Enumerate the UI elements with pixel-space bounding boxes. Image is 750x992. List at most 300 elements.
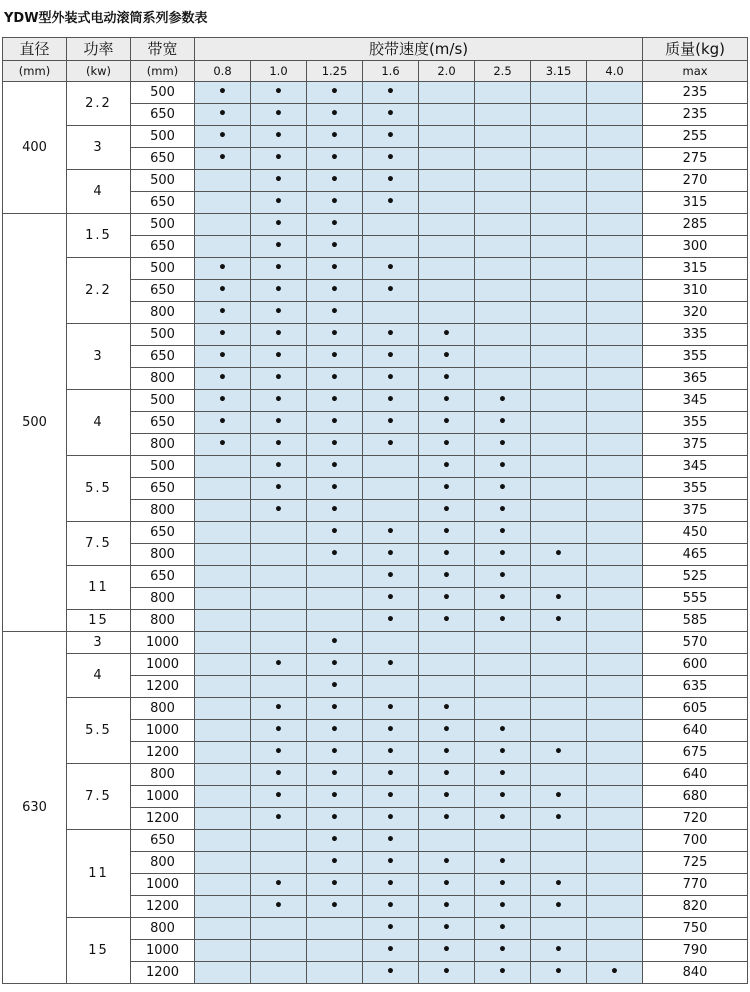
cell-speed: [195, 522, 251, 544]
cell-power: 1.5: [67, 214, 131, 258]
cell-speed: [363, 500, 419, 522]
cell-width: 650: [131, 104, 195, 126]
cell-width: 650: [131, 522, 195, 544]
cell-diameter: 500: [3, 214, 67, 632]
dot-icon: •: [386, 524, 395, 540]
dot-icon: •: [554, 744, 563, 760]
cell-width: 1200: [131, 808, 195, 830]
cell-speed: [363, 148, 419, 170]
cell-speed: [587, 632, 643, 654]
dot-icon: •: [386, 656, 395, 672]
cell-speed: [195, 654, 251, 676]
cell-speed: [419, 368, 475, 390]
dot-icon: •: [498, 920, 507, 936]
cell-width: 500: [131, 214, 195, 236]
cell-speed: [195, 610, 251, 632]
dot-icon: •: [442, 370, 451, 386]
cell-mass: 640: [643, 720, 748, 742]
header-power: 功率: [67, 38, 131, 61]
cell-power: 11: [67, 830, 131, 918]
dot-icon: •: [386, 964, 395, 980]
cell-speed: [307, 236, 363, 258]
cell-speed: [531, 324, 587, 346]
dot-icon: •: [330, 260, 339, 276]
dot-icon: •: [274, 238, 283, 254]
cell-speed: [587, 192, 643, 214]
cell-speed: [363, 522, 419, 544]
cell-speed: [307, 346, 363, 368]
dot-icon: •: [498, 788, 507, 804]
cell-speed: [251, 280, 307, 302]
dot-icon: •: [442, 876, 451, 892]
dot-icon: •: [274, 876, 283, 892]
dot-icon: •: [330, 480, 339, 496]
cell-speed: [251, 698, 307, 720]
table-row: [3, 522, 748, 544]
cell-width: 800: [131, 610, 195, 632]
cell-speed: [475, 390, 531, 412]
cell-speed: [251, 654, 307, 676]
cell-mass: 635: [643, 676, 748, 698]
cell-speed: [531, 874, 587, 896]
cell-speed: [587, 940, 643, 962]
cell-mass: 790: [643, 940, 748, 962]
cell-speed: [195, 852, 251, 874]
cell-width: 1000: [131, 654, 195, 676]
cell-speed: [587, 764, 643, 786]
dot-icon: •: [386, 590, 395, 606]
cell-mass: 525: [643, 566, 748, 588]
dot-icon: •: [330, 216, 339, 232]
dot-icon: •: [386, 766, 395, 782]
cell-speed: [419, 126, 475, 148]
cell-speed: [587, 808, 643, 830]
dot-icon: •: [274, 370, 283, 386]
cell-speed: [363, 478, 419, 500]
dot-icon: •: [274, 106, 283, 122]
cell-speed: [475, 346, 531, 368]
dot-icon: •: [330, 898, 339, 914]
cell-speed: [419, 82, 475, 104]
dot-icon: •: [274, 194, 283, 210]
cell-mass: 600: [643, 654, 748, 676]
dot-icon: •: [386, 546, 395, 562]
cell-speed: [251, 830, 307, 852]
cell-speed: [251, 522, 307, 544]
cell-speed: [195, 478, 251, 500]
table-row: [3, 610, 748, 632]
cell-speed: [531, 918, 587, 940]
cell-speed: [195, 874, 251, 896]
cell-speed: [475, 632, 531, 654]
cell-speed: [419, 324, 475, 346]
dot-icon: •: [274, 480, 283, 496]
dot-icon: •: [386, 744, 395, 760]
dot-icon: •: [330, 370, 339, 386]
cell-mass: 820: [643, 896, 748, 918]
cell-width: 1200: [131, 962, 195, 984]
cell-speed: [363, 852, 419, 874]
cell-speed: [419, 544, 475, 566]
cell-speed: [251, 874, 307, 896]
cell-speed: [195, 148, 251, 170]
cell-speed: [587, 962, 643, 984]
cell-speed: [307, 214, 363, 236]
dot-icon: •: [498, 480, 507, 496]
cell-width: 1000: [131, 874, 195, 896]
cell-speed: [587, 676, 643, 698]
cell-width: 1000: [131, 786, 195, 808]
cell-speed: [307, 654, 363, 676]
cell-speed: [307, 830, 363, 852]
cell-speed: [531, 192, 587, 214]
cell-speed: [195, 368, 251, 390]
cell-speed: [419, 874, 475, 896]
dot-icon: •: [218, 348, 227, 364]
header-diameter: 直径: [3, 38, 67, 61]
cell-speed: [307, 390, 363, 412]
cell-speed: [195, 236, 251, 258]
cell-speed: [419, 390, 475, 412]
cell-speed: [419, 258, 475, 280]
cell-width: 500: [131, 324, 195, 346]
dot-icon: •: [442, 546, 451, 562]
cell-mass: 720: [643, 808, 748, 830]
cell-speed: [531, 214, 587, 236]
cell-speed: [475, 522, 531, 544]
cell-speed: [195, 786, 251, 808]
cell-width: 800: [131, 434, 195, 456]
dot-icon: •: [330, 238, 339, 254]
dot-icon: •: [274, 788, 283, 804]
cell-mass: 315: [643, 258, 748, 280]
cell-speed: [251, 566, 307, 588]
dot-icon: •: [274, 436, 283, 452]
cell-mass: 770: [643, 874, 748, 896]
cell-speed: [251, 742, 307, 764]
cell-speed: [531, 170, 587, 192]
cell-mass: 750: [643, 918, 748, 940]
dot-icon: •: [386, 326, 395, 342]
cell-speed: [195, 214, 251, 236]
dot-icon: •: [442, 436, 451, 452]
cell-width: 1200: [131, 742, 195, 764]
cell-speed: [363, 302, 419, 324]
cell-mass: 465: [643, 544, 748, 566]
cell-mass: 375: [643, 500, 748, 522]
dot-icon: •: [274, 216, 283, 232]
cell-speed: [587, 104, 643, 126]
cell-speed: [587, 412, 643, 434]
dot-icon: •: [330, 436, 339, 452]
cell-width: 800: [131, 852, 195, 874]
cell-speed: [419, 918, 475, 940]
table-header: [3, 38, 748, 82]
cell-speed: [363, 346, 419, 368]
cell-speed: [195, 808, 251, 830]
cell-speed: [307, 720, 363, 742]
dot-icon: •: [330, 304, 339, 320]
cell-speed: [587, 522, 643, 544]
cell-speed: [251, 720, 307, 742]
cell-width: 500: [131, 126, 195, 148]
header-speed-2-5: 2.5: [475, 61, 531, 82]
cell-mass: 310: [643, 280, 748, 302]
cell-speed: [587, 874, 643, 896]
dot-icon: •: [330, 722, 339, 738]
cell-speed: [587, 346, 643, 368]
cell-width: 500: [131, 170, 195, 192]
table-row: [3, 214, 748, 236]
dot-icon: •: [442, 392, 451, 408]
cell-mass: 375: [643, 434, 748, 456]
dot-icon: •: [386, 260, 395, 276]
cell-speed: [475, 170, 531, 192]
dot-icon: •: [442, 568, 451, 584]
cell-speed: [587, 390, 643, 412]
dot-icon: •: [386, 128, 395, 144]
cell-speed: [307, 764, 363, 786]
table-row: [3, 566, 748, 588]
cell-speed: [363, 698, 419, 720]
cell-speed: [419, 676, 475, 698]
cell-mass: 725: [643, 852, 748, 874]
cell-speed: [251, 214, 307, 236]
cell-speed: [475, 720, 531, 742]
dot-icon: •: [554, 942, 563, 958]
cell-power: 7.5: [67, 764, 131, 830]
table-row: [3, 654, 748, 676]
cell-speed: [475, 126, 531, 148]
cell-speed: [307, 324, 363, 346]
cell-speed: [363, 830, 419, 852]
table-row: [3, 324, 748, 346]
cell-speed: [363, 940, 419, 962]
cell-speed: [195, 280, 251, 302]
dot-icon: •: [386, 348, 395, 364]
header-speed-4-0: 4.0: [587, 61, 643, 82]
cell-speed: [419, 720, 475, 742]
cell-mass: 450: [643, 522, 748, 544]
dot-icon: •: [330, 524, 339, 540]
dot-icon: •: [498, 964, 507, 980]
cell-speed: [195, 192, 251, 214]
dot-icon: •: [554, 590, 563, 606]
cell-width: 500: [131, 82, 195, 104]
cell-speed: [587, 588, 643, 610]
cell-diameter: 400: [3, 82, 67, 214]
table-row: [3, 764, 748, 786]
dot-icon: •: [330, 172, 339, 188]
cell-speed: [251, 962, 307, 984]
cell-speed: [251, 192, 307, 214]
cell-speed: [587, 236, 643, 258]
cell-speed: [531, 368, 587, 390]
cell-speed: [195, 742, 251, 764]
cell-power: 7.5: [67, 522, 131, 566]
cell-speed: [195, 126, 251, 148]
cell-speed: [195, 588, 251, 610]
cell-speed: [195, 632, 251, 654]
dot-icon: •: [386, 854, 395, 870]
cell-speed: [475, 148, 531, 170]
cell-speed: [419, 654, 475, 676]
cell-width: 1200: [131, 676, 195, 698]
cell-speed: [419, 478, 475, 500]
dot-icon: •: [218, 106, 227, 122]
cell-speed: [587, 148, 643, 170]
table-row: [3, 170, 748, 192]
dot-icon: •: [330, 128, 339, 144]
cell-speed: [587, 918, 643, 940]
cell-speed: [419, 808, 475, 830]
cell-speed: [251, 478, 307, 500]
table-row: [3, 632, 748, 654]
cell-speed: [587, 456, 643, 478]
cell-speed: [363, 434, 419, 456]
dot-icon: •: [498, 810, 507, 826]
cell-speed: [307, 170, 363, 192]
dot-icon: •: [274, 392, 283, 408]
dot-icon: •: [330, 810, 339, 826]
cell-speed: [419, 632, 475, 654]
cell-speed: [587, 434, 643, 456]
dot-icon: •: [330, 458, 339, 474]
dot-icon: •: [442, 788, 451, 804]
cell-speed: [587, 654, 643, 676]
cell-mass: 570: [643, 632, 748, 654]
cell-power: 3: [67, 324, 131, 390]
dot-icon: •: [274, 810, 283, 826]
dot-icon: •: [330, 348, 339, 364]
dot-icon: •: [554, 876, 563, 892]
dot-icon: •: [218, 370, 227, 386]
cell-speed: [251, 104, 307, 126]
cell-speed: [531, 896, 587, 918]
table-row: [3, 82, 748, 104]
cell-speed: [475, 808, 531, 830]
cell-power: 5.5: [67, 698, 131, 764]
cell-speed: [251, 302, 307, 324]
dot-icon: •: [610, 964, 619, 980]
cell-speed: [475, 368, 531, 390]
cell-speed: [307, 852, 363, 874]
cell-speed: [475, 588, 531, 610]
cell-mass: 675: [643, 742, 748, 764]
dot-icon: •: [274, 898, 283, 914]
cell-speed: [363, 764, 419, 786]
dot-icon: •: [330, 678, 339, 694]
cell-speed: [419, 104, 475, 126]
cell-power: 15: [67, 918, 131, 984]
cell-width: 650: [131, 830, 195, 852]
cell-speed: [587, 478, 643, 500]
cell-speed: [475, 852, 531, 874]
cell-speed: [419, 236, 475, 258]
cell-speed: [587, 126, 643, 148]
cell-speed: [587, 82, 643, 104]
cell-speed: [251, 786, 307, 808]
cell-power: 15: [67, 610, 131, 632]
cell-speed: [531, 126, 587, 148]
dot-icon: •: [442, 480, 451, 496]
dot-icon: •: [386, 370, 395, 386]
table-row: [3, 456, 748, 478]
dot-icon: •: [274, 260, 283, 276]
cell-speed: [475, 742, 531, 764]
cell-speed: [475, 434, 531, 456]
cell-speed: [307, 544, 363, 566]
dot-icon: •: [274, 766, 283, 782]
dot-icon: •: [274, 172, 283, 188]
cell-mass: 555: [643, 588, 748, 610]
cell-speed: [195, 390, 251, 412]
cell-speed: [475, 610, 531, 632]
dot-icon: •: [442, 502, 451, 518]
cell-speed: [531, 764, 587, 786]
cell-speed: [587, 368, 643, 390]
cell-mass: 315: [643, 192, 748, 214]
dot-icon: •: [442, 348, 451, 364]
cell-speed: [307, 258, 363, 280]
cell-speed: [419, 214, 475, 236]
cell-speed: [195, 456, 251, 478]
cell-speed: [419, 148, 475, 170]
cell-speed: [419, 742, 475, 764]
cell-power: 2.2: [67, 82, 131, 126]
dot-icon: •: [330, 282, 339, 298]
cell-speed: [195, 896, 251, 918]
cell-speed: [363, 456, 419, 478]
cell-speed: [363, 82, 419, 104]
cell-mass: 355: [643, 412, 748, 434]
cell-speed: [419, 764, 475, 786]
cell-speed: [531, 412, 587, 434]
cell-speed: [587, 258, 643, 280]
cell-width: 500: [131, 390, 195, 412]
cell-speed: [475, 500, 531, 522]
cell-speed: [419, 940, 475, 962]
cell-mass: 680: [643, 786, 748, 808]
cell-speed: [307, 808, 363, 830]
cell-speed: [475, 456, 531, 478]
cell-speed: [587, 830, 643, 852]
cell-speed: [475, 192, 531, 214]
cell-speed: [531, 478, 587, 500]
dot-icon: •: [442, 964, 451, 980]
dot-icon: •: [498, 612, 507, 628]
cell-speed: [363, 896, 419, 918]
dot-icon: •: [386, 832, 395, 848]
dot-icon: •: [442, 722, 451, 738]
cell-speed: [531, 302, 587, 324]
dot-icon: •: [386, 788, 395, 804]
cell-speed: [531, 830, 587, 852]
cell-speed: [475, 258, 531, 280]
cell-speed: [531, 742, 587, 764]
cell-width: 650: [131, 566, 195, 588]
dot-icon: •: [386, 84, 395, 100]
cell-power: 5.5: [67, 456, 131, 522]
cell-speed: [419, 962, 475, 984]
cell-speed: [251, 808, 307, 830]
cell-speed: [251, 390, 307, 412]
dot-icon: •: [218, 282, 227, 298]
cell-speed: [419, 170, 475, 192]
cell-speed: [251, 544, 307, 566]
dot-icon: •: [218, 150, 227, 166]
cell-speed: [307, 610, 363, 632]
